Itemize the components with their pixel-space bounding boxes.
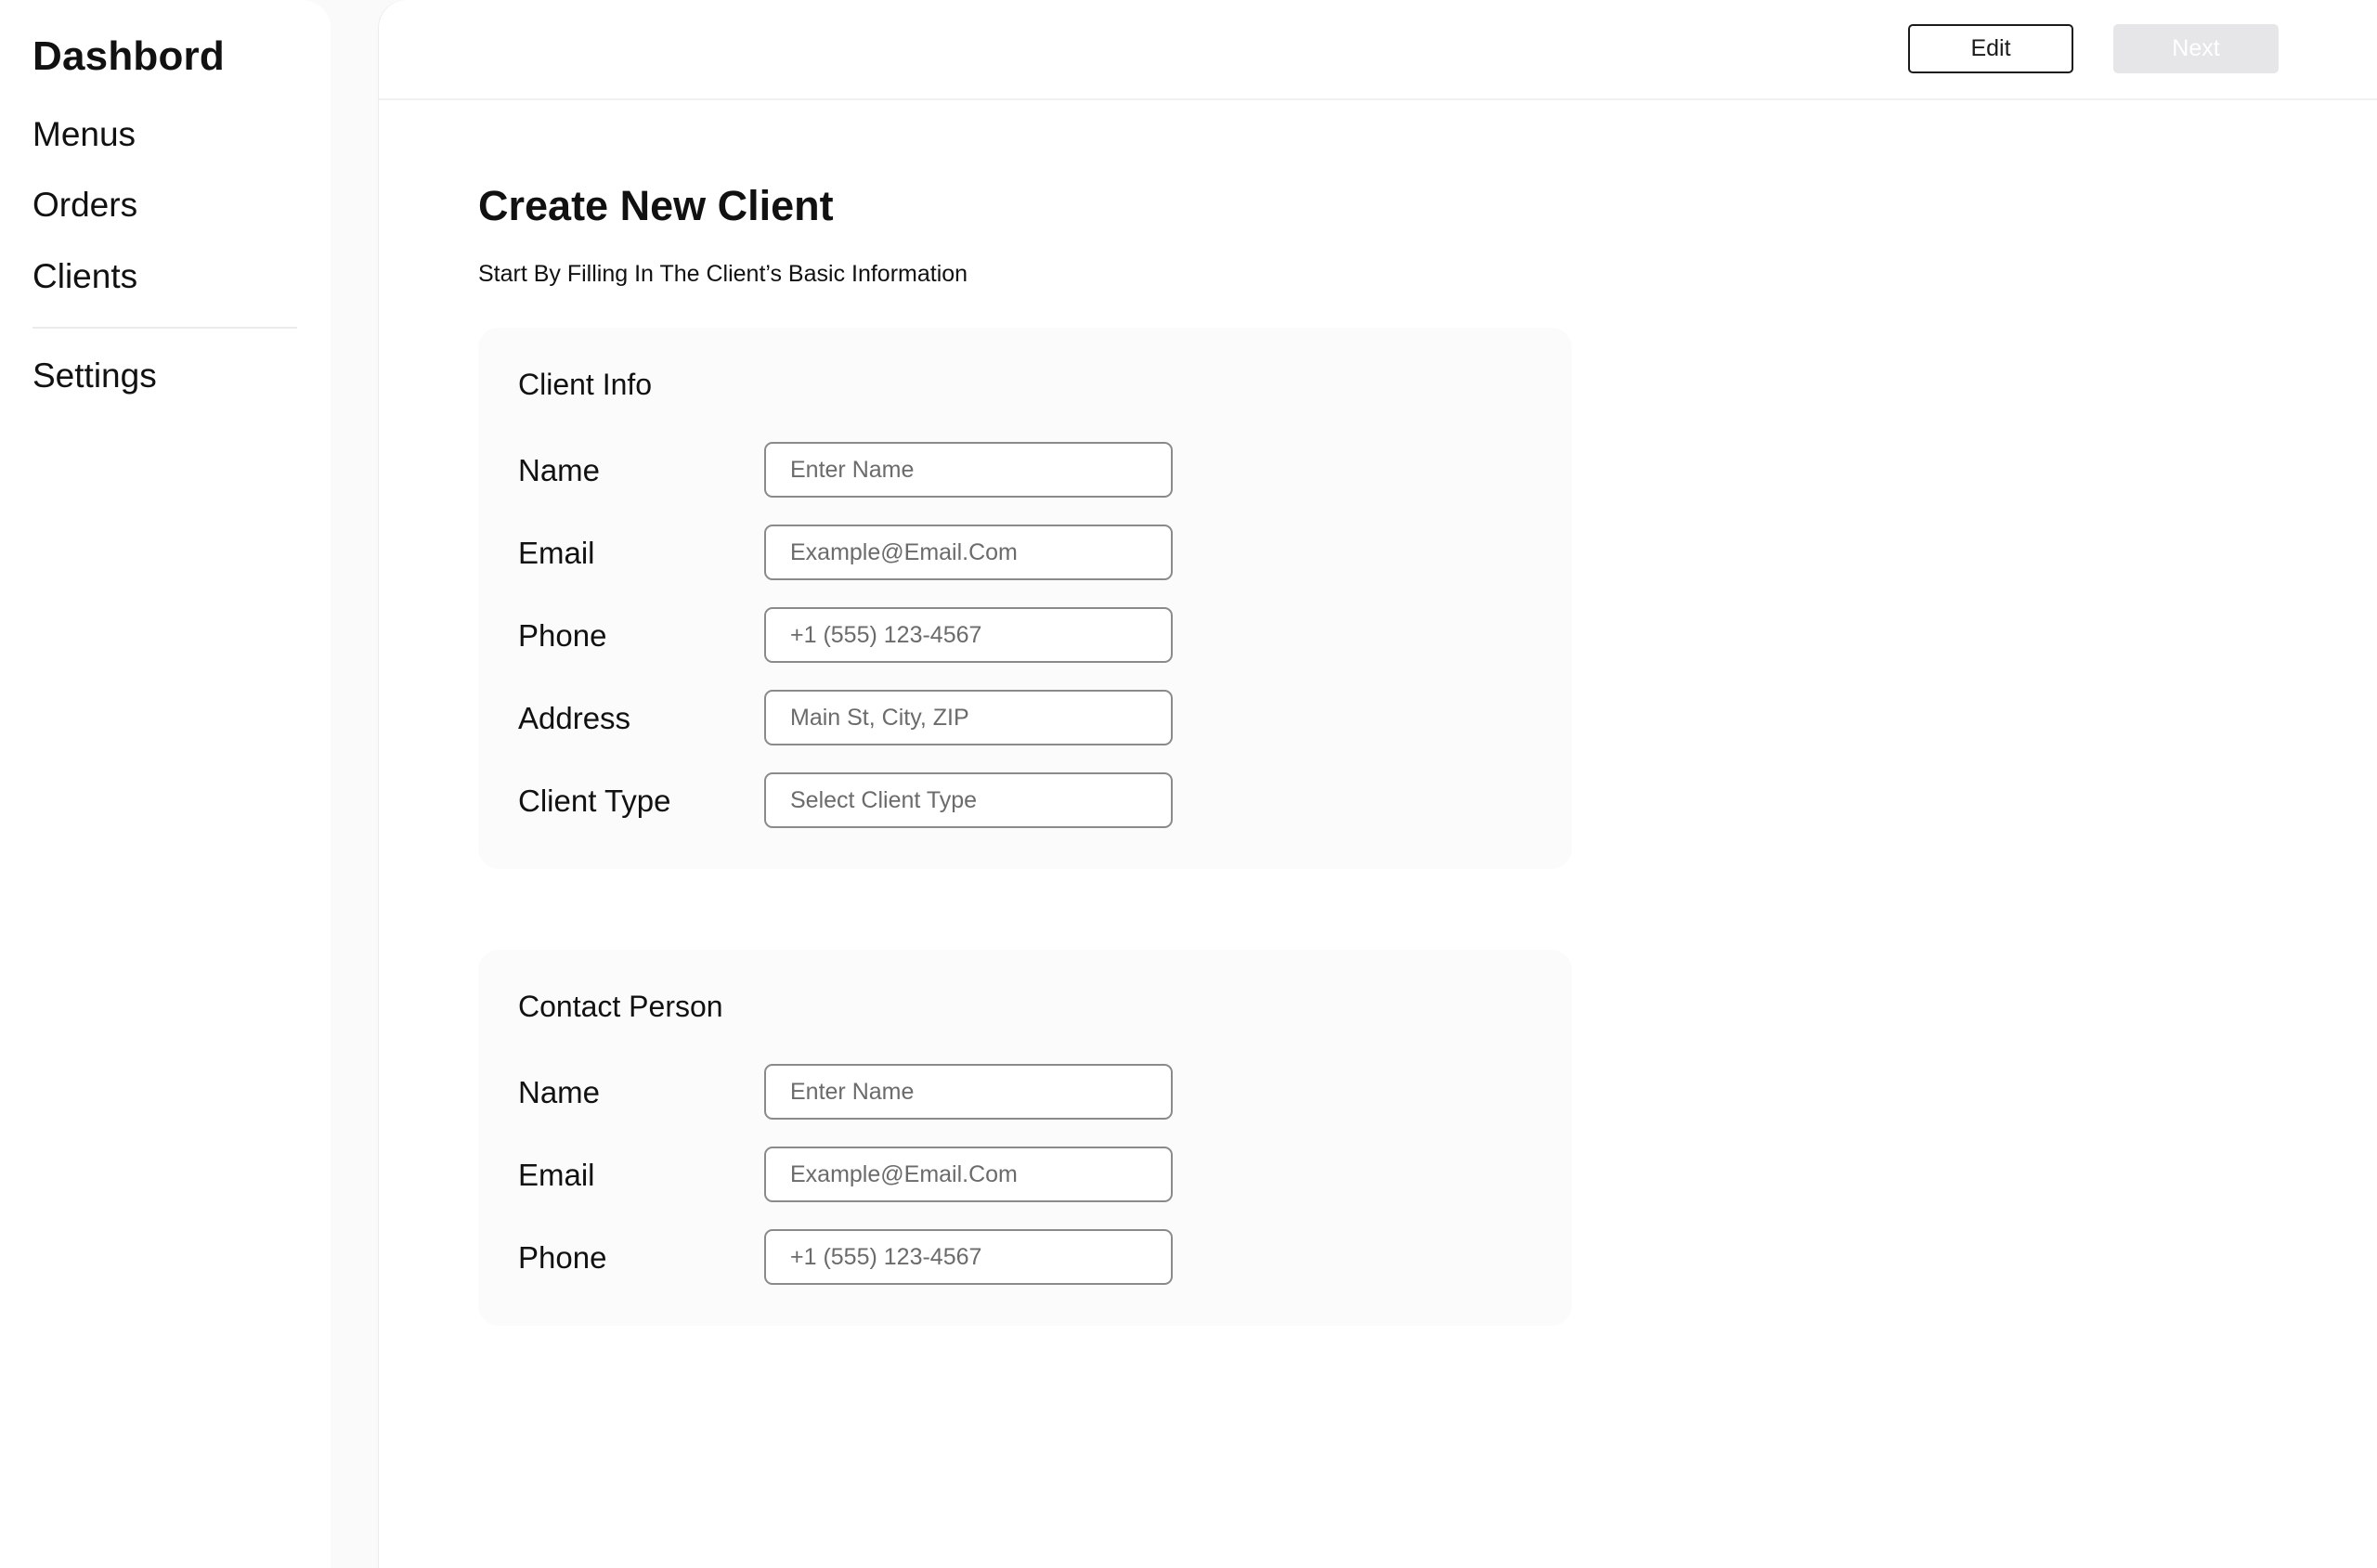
client-info-title: Client Info xyxy=(518,368,653,401)
top-toolbar xyxy=(379,0,2377,100)
client-name-label: Name xyxy=(518,453,601,487)
contact-email-label: Email xyxy=(518,1158,595,1192)
contact-name-input[interactable] xyxy=(764,1064,1173,1120)
page-subtitle: Start By Filling In The Client’s Basic Information xyxy=(478,261,968,287)
client-email-label: Email xyxy=(518,536,595,570)
contact-name-label: Name xyxy=(518,1075,601,1109)
client-info-card xyxy=(478,328,1572,869)
client-type-label: Client Type xyxy=(518,784,671,818)
client-email-input[interactable] xyxy=(764,525,1173,580)
client-address-label: Address xyxy=(518,701,631,735)
sidebar-item-clients[interactable]: Clients xyxy=(32,257,138,295)
client-type-select[interactable]: Select Client Type xyxy=(764,772,1173,828)
client-phone-label: Phone xyxy=(518,618,607,653)
sidebar-divider xyxy=(32,327,297,329)
contact-phone-label: Phone xyxy=(518,1240,607,1275)
contact-person-title: Contact Person xyxy=(518,990,723,1023)
client-address-input[interactable] xyxy=(764,690,1173,745)
contact-person-card xyxy=(478,950,1572,1326)
sidebar-item-orders[interactable]: Orders xyxy=(32,186,138,224)
contact-email-input[interactable] xyxy=(764,1147,1173,1202)
sidebar xyxy=(0,0,331,1568)
client-name-input[interactable] xyxy=(764,442,1173,498)
sidebar-item-menus[interactable]: Menus xyxy=(32,115,136,153)
sidebar-item-settings[interactable]: Settings xyxy=(32,356,157,395)
app-title[interactable]: Dashbord xyxy=(32,33,225,79)
contact-phone-input[interactable] xyxy=(764,1229,1173,1285)
main-panel xyxy=(379,0,2377,1568)
next-button[interactable]: Next xyxy=(2113,24,2279,73)
client-phone-input[interactable] xyxy=(764,607,1173,663)
page-title: Create New Client xyxy=(478,182,834,229)
edit-button[interactable]: Edit xyxy=(1908,24,2073,73)
